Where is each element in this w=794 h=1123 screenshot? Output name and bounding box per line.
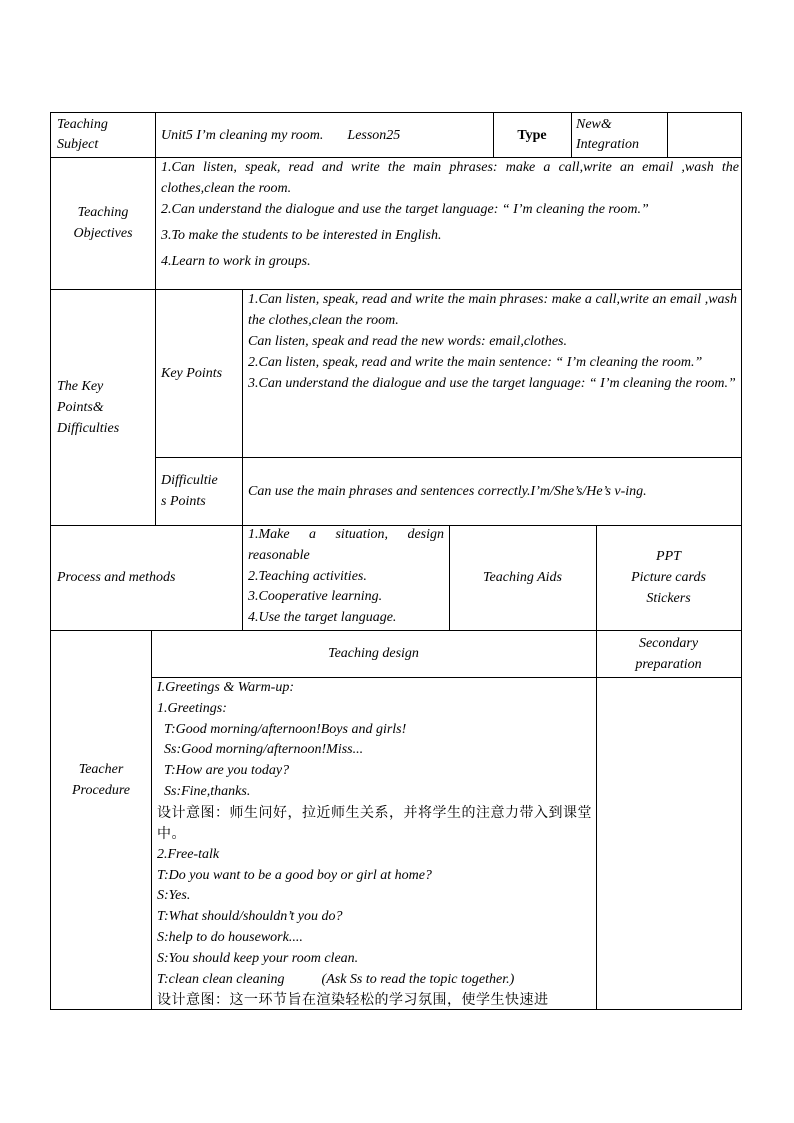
- process-label: Process and methods: [57, 570, 176, 585]
- design-intent-1: 设计意图：师生问好，拉近师生关系，并将学生的注意力带入到课堂中。: [157, 804, 592, 842]
- subject-label: Teaching Subject: [57, 117, 108, 152]
- key-point-item: 3.Can understand the dialogue and use the target language: “ I’m cleaning the room.”: [248, 376, 736, 391]
- procedure-line: I.Greetings & Warm-up:: [157, 680, 295, 695]
- procedure-line: S:help to do housework....: [157, 929, 303, 945]
- methods-list: [248, 525, 444, 630]
- objective-item: 3.To make the students to be interested in English.: [161, 228, 442, 243]
- teaching-aids-list: PPT Picture cards Stickers: [631, 549, 706, 606]
- key-point-item: Can listen, speak and read the new words: email,clothes.: [248, 334, 567, 349]
- procedure-line: Ss:Good morning/afternoon!Miss...: [164, 742, 364, 758]
- key-difficulties-label: The Key Points& Difficulties: [57, 378, 120, 436]
- procedure-line: Ss:Fine,thanks.: [164, 783, 251, 799]
- difficulties-label: Difficultie s Points: [161, 473, 218, 509]
- procedure-line: 1.Greetings:: [157, 700, 227, 716]
- key-points-list: [248, 289, 737, 457]
- type-label: Type: [517, 127, 547, 143]
- method-item: 1.Make a situation, design reasonable: [248, 527, 444, 563]
- key-points-label: Key Points: [161, 365, 223, 381]
- method-item: 3.Cooperative learning.: [248, 589, 383, 605]
- design-intent-2: 设计意图：这一环节旨在渲染轻松的学习氛围，使学生快速进: [157, 992, 549, 1008]
- unit-title: Unit5 I’m cleaning my room. Lesson25: [161, 113, 491, 157]
- key-point-item: 1.Can listen, speak, read and write the main phrases: make a call,write an email ,wash the clothes,clean the room.: [248, 292, 737, 328]
- objectives-list: [161, 157, 739, 289]
- lesson-plan-table: [50, 112, 742, 1010]
- secondary-preparation-content: [596, 678, 741, 1008]
- objectives-label: Teaching Objectives: [73, 205, 133, 241]
- procedure-line: T:How are you today?: [164, 763, 290, 779]
- lesson-number: Lesson25: [347, 127, 401, 143]
- procedure-line: T:Good morning/afternoon!Boys and girls!: [164, 721, 407, 737]
- secondary-preparation-header: Secondary preparation: [635, 635, 702, 672]
- objective-item: 2.Can understand the dialogue and use the target language: “ I’m cleaning the room.”: [161, 202, 649, 217]
- difficulties-text: Can use the main phrases and sentences correctly.I’m/She’s/He’s v-ing.: [248, 483, 647, 499]
- procedure-label: Teacher Procedure: [71, 762, 131, 798]
- teaching-design-content: [157, 678, 593, 1008]
- procedure-line: 2.Free-talk: [157, 846, 220, 862]
- objective-item: 1.Can listen, speak, read and write the main phrases: make a call,write an email ,wash the clothes,clean the room.: [161, 160, 739, 196]
- procedure-line: S:Yes.: [157, 888, 191, 904]
- key-point-item: 2.Can listen, speak, read and write the main sentence: “ I’m cleaning the room.”: [248, 355, 703, 370]
- teaching-aids-label: Teaching Aids: [483, 570, 562, 585]
- procedure-line: T:What should/shouldn’t you do?: [157, 909, 343, 925]
- method-item: 4.Use the target language.: [248, 610, 397, 626]
- objective-item: 4.Learn to work in groups.: [161, 254, 311, 269]
- procedure-line: T:clean clean cleaning (Ask Ss to read the topic together.): [157, 971, 515, 987]
- procedure-line: S:You should keep your room clean.: [157, 950, 359, 966]
- type-value: New& Integration: [576, 117, 639, 152]
- teaching-design-header: Teaching design: [328, 646, 419, 661]
- method-item: 2.Teaching activities.: [248, 568, 367, 584]
- clean-note: (Ask Ss to read the topic together.): [321, 971, 515, 987]
- procedure-line: T:Do you want to be a good boy or girl at home?: [157, 867, 432, 883]
